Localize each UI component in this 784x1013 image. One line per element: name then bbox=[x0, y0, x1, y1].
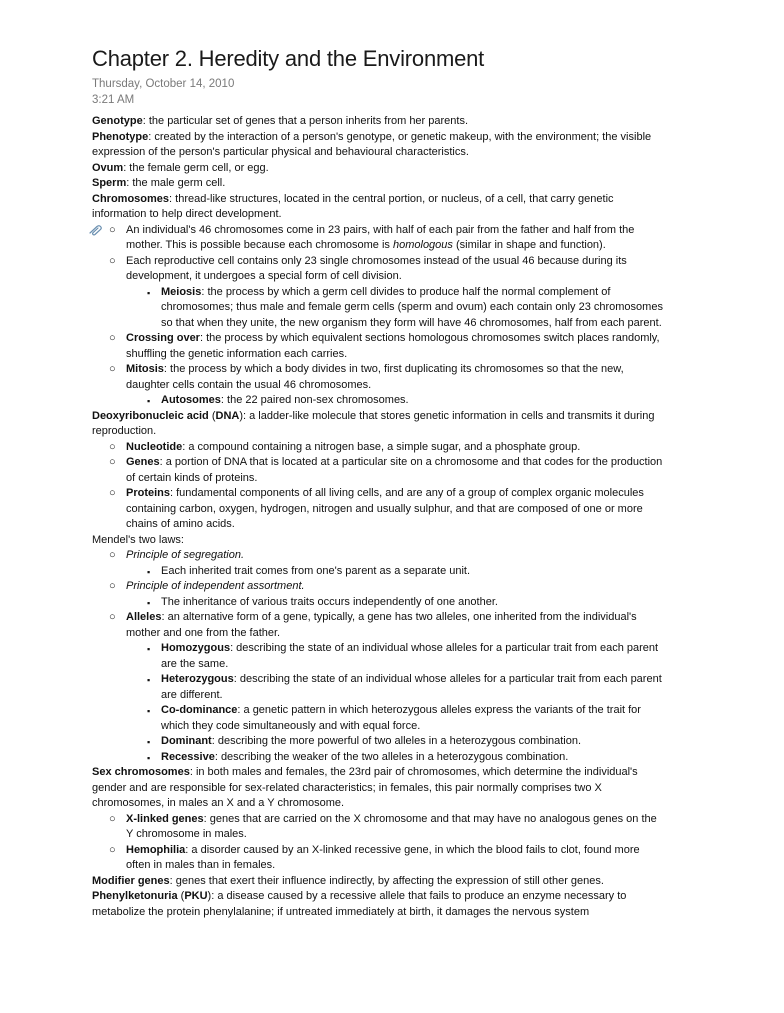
term: Proteins bbox=[126, 487, 171, 499]
term: DNA bbox=[215, 409, 240, 422]
definition: : describing the state of an individual whose alleles for a particular trait from each parent are the same. bbox=[161, 642, 659, 670]
term: Nucleotide bbox=[126, 440, 183, 453]
circle-bullet: ○ bbox=[109, 363, 116, 375]
circle-bullet: ○ bbox=[109, 487, 116, 499]
outline-item bbox=[92, 409, 664, 440]
term: Co-dominance bbox=[161, 704, 238, 716]
circle-bullet: ○ bbox=[109, 812, 116, 825]
circle-bullet: ○ bbox=[109, 549, 116, 561]
square-bullet: ▪ bbox=[147, 566, 151, 577]
term: Deoxyribonucleic acid bbox=[92, 409, 209, 422]
circle-bullet: ○ bbox=[109, 223, 116, 236]
definition: : the female germ cell, or egg. bbox=[123, 161, 269, 174]
term: PKU bbox=[184, 890, 208, 902]
definition: : the 22 paired non-sex chromosomes. bbox=[220, 394, 409, 406]
term: Hemophilia bbox=[126, 843, 186, 856]
term: Heterozygous bbox=[161, 673, 234, 685]
outline-item bbox=[92, 672, 664, 703]
outline-item bbox=[92, 362, 664, 393]
outline-item bbox=[92, 843, 664, 874]
definition: : describing the more powerful of two alleles in a heterozygous combination. bbox=[211, 735, 582, 747]
emphasis: homologous bbox=[392, 239, 453, 251]
square-bullet: ▪ bbox=[147, 752, 151, 763]
definition: (similar in shape and function). bbox=[452, 239, 606, 251]
outline-item bbox=[92, 130, 664, 161]
definition: : an alternative form of a gene, typically, a gene has two alleles, one inherited from the individual's mother and one from the father. bbox=[126, 611, 637, 639]
definition: : a genetic pattern in which heterozygous alleles express the variants of the trait for which they code simultaneously and with equal force. bbox=[161, 704, 641, 732]
outline-item bbox=[92, 548, 664, 564]
term: Mitosis bbox=[126, 363, 164, 375]
term: Alleles bbox=[126, 611, 162, 623]
note-date: Thursday, October 14, 2010 bbox=[92, 78, 235, 90]
term: Phenotype bbox=[92, 130, 149, 143]
definition: An individual's 46 chromosomes come in 23 pairs, with half of each pair from the father and half from the mother. This is possible because each chromosome is bbox=[126, 223, 635, 251]
outline-item bbox=[92, 703, 664, 734]
outline-item bbox=[92, 750, 664, 766]
term: Recessive bbox=[161, 750, 215, 763]
definition: : describing the weaker of the two alleles in a heterozygous combination. bbox=[214, 750, 569, 763]
outline-item bbox=[92, 176, 664, 192]
definition: : in both males and females, the 23rd pair of chromosomes, which determine the individual's gender and are responsible for sex-related characteristics; in females, this pair normally comprises two X chromosomes, in males an X and a Y chromosome. bbox=[92, 766, 638, 809]
term: Crossing over bbox=[126, 332, 200, 344]
outline-item bbox=[92, 889, 664, 920]
term: X-linked genes bbox=[126, 812, 204, 825]
page-title: Chapter 2. Heredity and the Environment bbox=[92, 46, 485, 71]
circle-bullet: ○ bbox=[109, 843, 116, 856]
square-bullet: ▪ bbox=[147, 644, 151, 654]
term: Phenylketonuria bbox=[92, 890, 178, 902]
definition: : the process by which a germ cell divides to produce half the normal complement of chromosomes; thus male and female germ cells (sperm and ovum) each contain only 23 chromosomes so that when they unite, the new organism they form will have 46 chromosomes, half from each parent. bbox=[161, 285, 663, 329]
outline-item bbox=[92, 533, 664, 549]
definition: ( bbox=[177, 890, 185, 902]
definition: : a portion of DNA that is located at a particular site on a chromosome and that codes for the production of certain kinds of proteins. bbox=[126, 456, 663, 484]
definition: ( bbox=[208, 409, 216, 422]
outline-item bbox=[92, 874, 664, 890]
outline-item bbox=[92, 114, 664, 130]
outline-item bbox=[92, 285, 664, 332]
definition: : the process by which equivalent sections homologous chromosomes switch places randomly, shuffling the genetic information each carries. bbox=[126, 332, 660, 360]
definition: Each reproductive cell contains only 23 single chromosomes instead of the usual 46 because during its development, it undergoes a special form of cell division. bbox=[126, 254, 627, 282]
definition: : fundamental components of all living cells, and are any of a group of complex organic molecules containing carbon, oxygen, hydrogen, nitrogen and usually sulphur, and that are composed of one or more chains of amino acids. bbox=[126, 487, 644, 530]
outline-item bbox=[92, 610, 664, 641]
emphasis: Principle of segregation. bbox=[126, 549, 245, 561]
outline-item bbox=[92, 254, 664, 285]
outline-item bbox=[92, 440, 664, 456]
definition: ): a ladder-like molecule that stores genetic information in cells and transmits it during reproduction. bbox=[92, 409, 655, 437]
emphasis: Principle of independent assortment. bbox=[126, 580, 305, 592]
definition: Each inherited trait comes from one's parent as a separate unit. bbox=[161, 564, 471, 577]
term: Genotype bbox=[92, 115, 143, 127]
square-bullet: ▪ bbox=[147, 287, 151, 298]
definition: : created by the interaction of a person's genotype, or genetic makeup, with the environment; the visible expression of the person's particular physical and behavioural characteristics. bbox=[92, 130, 652, 158]
circle-bullet: ○ bbox=[109, 440, 116, 453]
definition: : the particular set of genes that a person inherits from her parents. bbox=[142, 115, 469, 127]
definition: : a compound containing a nitrogen base, a simple sugar, and a phosphate group. bbox=[182, 440, 581, 453]
term: Genes bbox=[126, 456, 160, 468]
term: Meiosis bbox=[161, 285, 202, 298]
term: Chromosomes bbox=[92, 192, 170, 205]
outline-item bbox=[92, 564, 664, 580]
note-time: 3:21 AM bbox=[92, 94, 135, 106]
definition: : the process by which a body divides in two, first duplicating its chromosomes so that the new, daughter cells contain the usual 46 chromosomes. bbox=[126, 363, 624, 391]
outline-item bbox=[92, 393, 664, 409]
outline-item bbox=[92, 765, 664, 812]
definition: : thread-like structures, located in the central portion, or nucleus, of a cell, that carry genetic information to help direct development. bbox=[92, 192, 614, 220]
square-bullet: ▪ bbox=[147, 597, 151, 608]
outline-item bbox=[92, 734, 664, 750]
term: Homozygous bbox=[161, 642, 231, 654]
square-bullet: ▪ bbox=[147, 706, 151, 716]
circle-bullet: ○ bbox=[109, 611, 116, 623]
term: Modifier genes bbox=[92, 874, 170, 887]
outline-item bbox=[92, 641, 664, 672]
definition: : describing the state of an individual whose alleles for a particular trait from each parent are different. bbox=[161, 673, 662, 701]
outline-item bbox=[92, 331, 664, 362]
term: Dominant bbox=[161, 735, 212, 747]
definition: ): a disease caused by a recessive allele that fails to produce an enzyme necessary to metabolize the protein phenylalanine; if untreated immediately at birth, it damages the nervous system bbox=[92, 890, 627, 918]
definition: : a disorder caused by an X-linked recessive gene, in which the blood fails to clot, found more often in males than in females. bbox=[126, 843, 640, 871]
circle-bullet: ○ bbox=[109, 580, 116, 592]
outline-item bbox=[92, 595, 664, 611]
circle-bullet: ○ bbox=[109, 332, 116, 344]
definition: : genes that are carried on the X chromosome and that may have no analogous genes on the Y chromosome in males. bbox=[126, 812, 657, 840]
outline-item bbox=[92, 486, 664, 533]
definition: : the male germ cell. bbox=[126, 177, 226, 189]
definition: The inheritance of various traits occurs independently of one another. bbox=[161, 595, 498, 608]
circle-bullet: ○ bbox=[109, 456, 116, 468]
note-body bbox=[92, 114, 664, 920]
term: Sperm bbox=[92, 177, 127, 189]
square-bullet: ▪ bbox=[147, 396, 151, 406]
outline-item bbox=[92, 161, 664, 177]
outline-item bbox=[92, 455, 664, 486]
paperclip-icon[interactable] bbox=[88, 224, 104, 236]
square-bullet: ▪ bbox=[147, 675, 151, 685]
outline-item bbox=[92, 579, 664, 595]
term: Sex chromosomes bbox=[92, 766, 190, 778]
square-bullet: ▪ bbox=[147, 737, 151, 747]
outline-item bbox=[92, 223, 664, 254]
definition: Mendel's two laws: bbox=[92, 533, 184, 546]
outline-item bbox=[92, 812, 664, 843]
outline-item bbox=[92, 192, 664, 223]
circle-bullet: ○ bbox=[109, 254, 116, 267]
term: Ovum bbox=[92, 161, 124, 174]
definition: : genes that exert their influence indirectly, by affecting the expression of still other genes. bbox=[169, 874, 604, 887]
term: Autosomes bbox=[161, 394, 221, 406]
